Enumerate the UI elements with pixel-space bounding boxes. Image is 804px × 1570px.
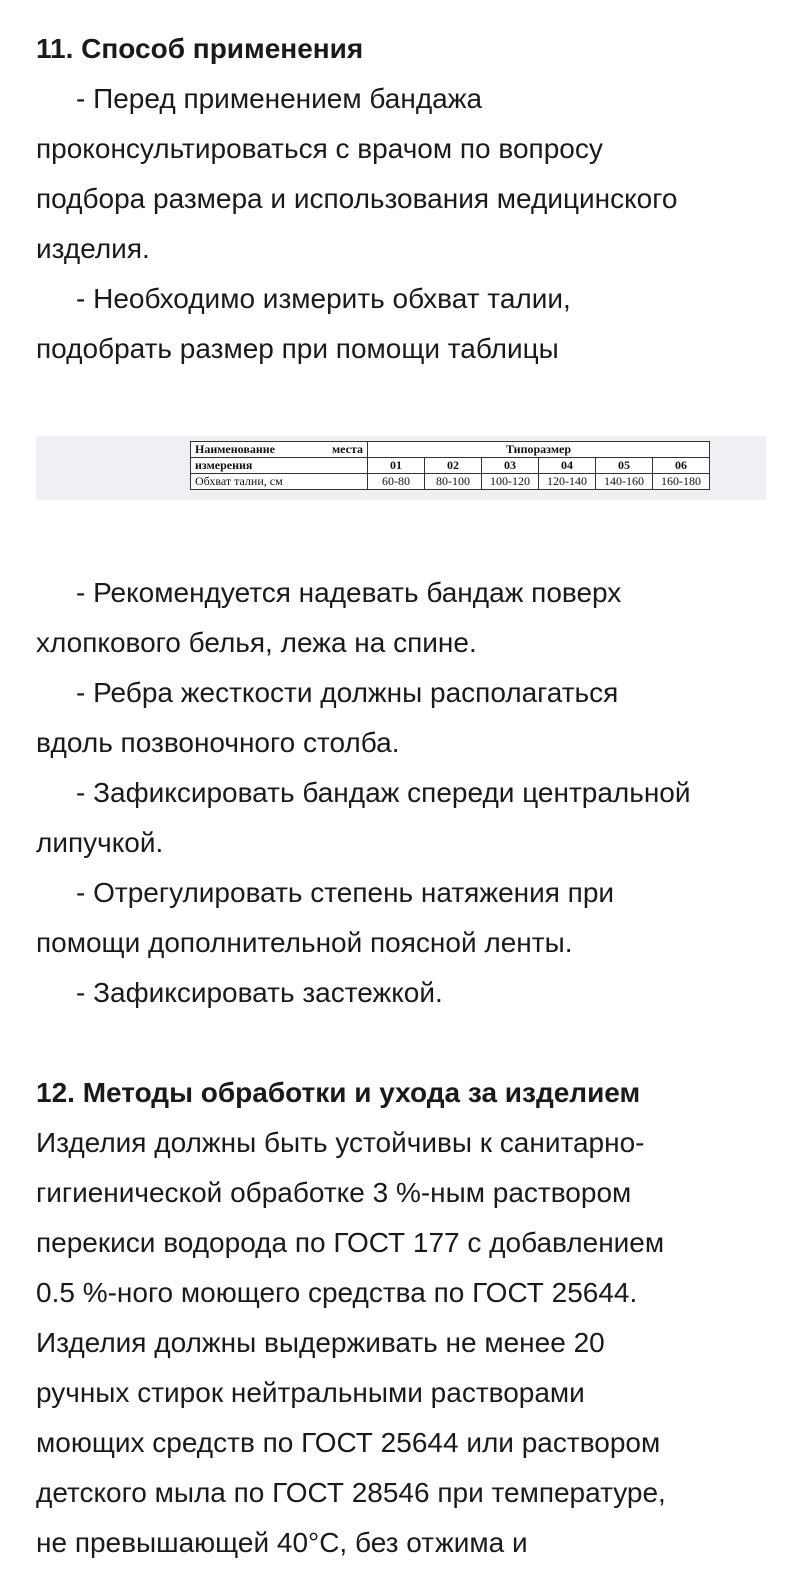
intro-line: подбора размера и использования медицинского: [36, 183, 678, 214]
intro-line: проконсультироваться с врачом по вопросу: [36, 133, 603, 164]
table-cell: 140-160: [596, 474, 653, 490]
body-line: гигиенической обработке 3 %-ным раствором: [36, 1177, 632, 1208]
table-column-header: 04: [539, 458, 596, 474]
intro-line: подобрать размер при помощи таблицы: [36, 333, 559, 364]
spacer: [36, 1018, 776, 1068]
size-table-image: [36, 436, 766, 500]
body-line: не превышающей 40°С, без отжима и: [36, 1527, 528, 1558]
step-line: помощи дополнительной поясной ленты.: [36, 927, 573, 958]
step-line: липучкой.: [36, 827, 164, 858]
step-line: - Ребра жесткости должны располагаться: [76, 677, 619, 708]
table-row-label: Обхват талии, см: [191, 474, 368, 490]
step-line: - Отрегулировать степень натяжения при: [76, 877, 615, 908]
table-label-header-second: измерения: [191, 458, 368, 474]
section-12-title: 12. Методы обработки и ухода за изделием: [36, 1077, 641, 1108]
table-column-header: 05: [596, 458, 653, 474]
step-line: вдоль позвоночного столба.: [36, 727, 400, 758]
step-line: хлопкового белья, лежа на спине.: [36, 627, 477, 658]
body-line: перекиси водорода по ГОСТ 177 с добавлением: [36, 1227, 665, 1258]
body-line: Изделия должны быть устойчивы к санитарно-: [36, 1127, 645, 1158]
table-cell: 120-140: [539, 474, 596, 490]
intro-line: - Перед применением бандажа: [76, 83, 483, 114]
table-row: [191, 442, 710, 458]
body-line: 0.5 %-ного моющего средства по ГОСТ 25644.: [36, 1277, 638, 1308]
intro-line: изделия.: [36, 233, 150, 264]
body-line: моющих средств по ГОСТ 25644 или раствором: [36, 1427, 661, 1458]
step-line: - Рекомендуется надевать бандаж поверх: [76, 577, 622, 608]
document-content: [36, 24, 776, 1568]
table-row: [191, 458, 710, 474]
table-label-header-right: места: [331, 442, 363, 456]
spacer: [36, 374, 776, 436]
intro-line: - Необходимо измерить обхват талии,: [76, 283, 571, 314]
body-line: Изделия должны выдерживать не менее 20: [36, 1327, 605, 1358]
table-label-header-left: Наименование: [195, 442, 275, 456]
table-label-header: [191, 442, 368, 458]
step-line: - Зафиксировать бандаж спереди центральной: [76, 777, 691, 808]
table-cell: 60-80: [368, 474, 425, 490]
table-cell: 80-100: [425, 474, 482, 490]
size-table: [190, 441, 710, 490]
step-line: - Зафиксировать застежкой.: [76, 977, 443, 1008]
spacer: [36, 500, 776, 568]
table-column-header: 03: [482, 458, 539, 474]
section-11-title: 11. Способ применения: [36, 33, 364, 64]
body-line: детского мыла по ГОСТ 28546 при температуре,: [36, 1477, 666, 1508]
body-line: ручных стирок нейтральными растворами: [36, 1377, 585, 1408]
table-column-header: 06: [653, 458, 710, 474]
table-column-header: 02: [425, 458, 482, 474]
table-column-header: 01: [368, 458, 425, 474]
table-row: [191, 474, 710, 490]
table-group-header: Типоразмер: [368, 442, 710, 458]
table-cell: 160-180: [653, 474, 710, 490]
table-cell: 100-120: [482, 474, 539, 490]
